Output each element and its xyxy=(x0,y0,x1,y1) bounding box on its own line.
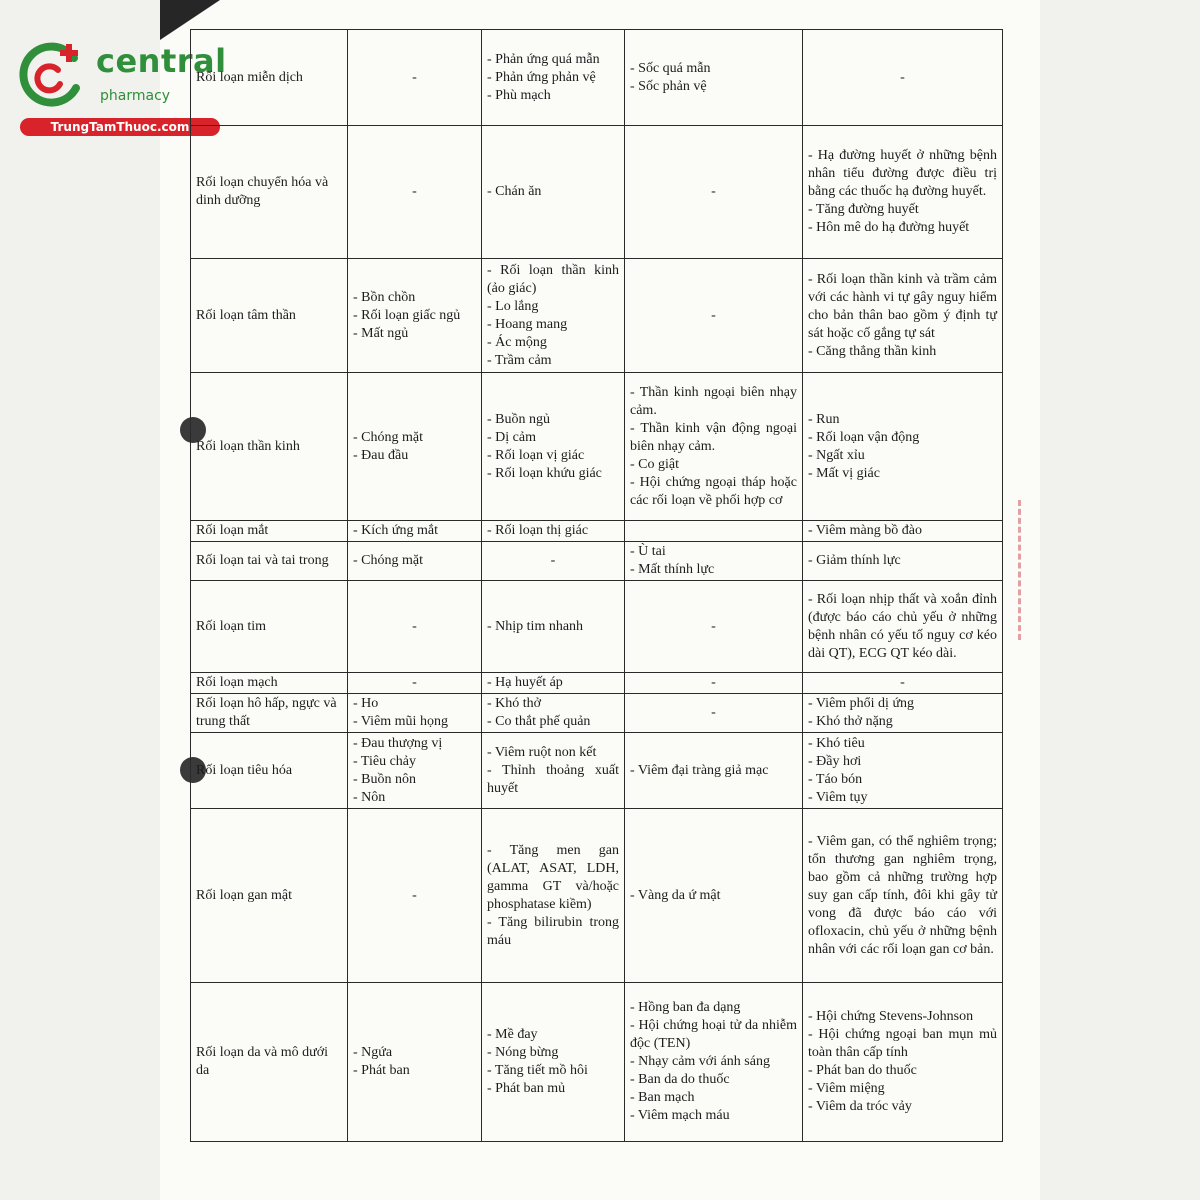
adverse-effects-table xyxy=(190,29,1003,1142)
brand-name: central xyxy=(96,42,227,80)
effect-item: - Nóng bừng xyxy=(487,1045,559,1060)
effect-item: - Nhịp tim nhanh xyxy=(487,618,584,634)
effect-item: - xyxy=(900,69,905,85)
frequency-cell-c2 xyxy=(482,259,625,373)
organ-class-cell: Rối loạn mạch xyxy=(191,673,348,694)
effect-item: - Thần kinh vận động ngoại biên nhạy cảm. xyxy=(630,420,797,454)
effect-item: - xyxy=(412,69,417,85)
frequency-cell-c4 xyxy=(803,673,1003,694)
effect-item: - Co giật xyxy=(630,456,679,472)
organ-class-cell: Rối loạn tâm thần xyxy=(191,259,348,373)
effect-item: - Hội chứng Stevens-Johnson xyxy=(808,1009,974,1024)
table-row xyxy=(191,694,1003,733)
effect-item: - Vàng da ứ mật xyxy=(630,887,721,903)
effect-item: - Mất ngủ xyxy=(353,325,409,341)
organ-class-cell: Rối loạn tim xyxy=(191,581,348,673)
effect-item: - Viêm ruột non kết xyxy=(487,744,597,760)
effect-item: - Ngất xỉu xyxy=(808,447,865,463)
effect-item: - xyxy=(900,675,905,690)
organ-class-cell: Rối loạn hô hấp, ngực và trung thất xyxy=(191,694,348,733)
effect-item: - Hội chứng ngoại ban mụn mủ toàn thân cấp tính xyxy=(808,1027,997,1060)
frequency-cell-c1 xyxy=(348,521,482,542)
frequency-cell-c2 xyxy=(482,809,625,983)
effect-item: - xyxy=(711,675,716,690)
effect-item: - Phù mạch xyxy=(487,87,551,103)
effect-item: - Đau đầu xyxy=(353,447,409,463)
effect-item: - xyxy=(412,618,417,634)
frequency-cell-c1 xyxy=(348,733,482,809)
frequency-cell-c4 xyxy=(803,30,1003,126)
effect-item: - Viêm phổi dị ứng xyxy=(808,696,915,711)
effect-item: - Chán ăn xyxy=(487,184,542,199)
effect-item: - Hội chứng ngoại tháp hoặc các rối loạn về phối hợp cơ xyxy=(630,474,797,508)
effect-item: - Run xyxy=(808,411,840,427)
effect-item: - Chóng mặt xyxy=(353,553,423,568)
frequency-cell-c4 xyxy=(803,983,1003,1142)
frequency-cell-c3 xyxy=(625,673,803,694)
effect-item: - Thỉnh thoảng xuất huyết xyxy=(487,762,619,796)
organ-class-cell: Rối loạn tai và tai trong xyxy=(191,542,348,581)
effect-item: - Tăng men gan (ALAT, ASAT, LDH, gamma GT và/hoặc phosphatase kiềm) xyxy=(487,842,619,912)
central-pharmacy-logo-icon xyxy=(14,40,86,112)
effect-item: - Khó tiêu xyxy=(808,735,865,751)
frequency-cell-c2 xyxy=(482,373,625,521)
frequency-cell-c1 xyxy=(348,673,482,694)
frequency-cell-c3 xyxy=(625,259,803,373)
frequency-cell-c3 xyxy=(625,542,803,581)
frequency-cell-c2 xyxy=(482,983,625,1142)
effect-item: - Ho xyxy=(353,696,379,711)
effect-item: - xyxy=(711,307,716,323)
brand-subtitle: pharmacy xyxy=(100,88,171,104)
stamp-mark xyxy=(1018,500,1045,640)
effect-item: - Hội chứng hoại tử da nhiễm độc (TEN) xyxy=(630,1018,797,1051)
organ-class-cell: Rối loạn thần kinh xyxy=(191,373,348,521)
effect-item: - Mất thính lực xyxy=(630,562,715,577)
frequency-cell-c4 xyxy=(803,542,1003,581)
effect-item: - Táo bón xyxy=(808,771,863,787)
effect-item: - Rối loạn vị giác xyxy=(487,447,585,463)
frequency-cell-c1 xyxy=(348,809,482,983)
effect-item: - Viêm da tróc vảy xyxy=(808,1099,912,1114)
effect-item: - Viêm đại tràng giả mạc xyxy=(630,762,769,778)
effect-item: - Phát ban xyxy=(353,1063,410,1078)
frequency-cell-c3 xyxy=(625,809,803,983)
effect-item: - Tăng tiết mồ hôi xyxy=(487,1063,588,1078)
effect-item: - Đau thượng vị xyxy=(353,735,443,751)
effect-item: - Tiêu chảy xyxy=(353,753,416,769)
effect-item: - Viêm mũi họng xyxy=(353,714,448,729)
frequency-cell-c4 xyxy=(803,809,1003,983)
effect-item: - Nôn xyxy=(353,789,386,805)
effect-item: - Rối loạn khứu giác xyxy=(487,465,602,481)
effect-item: - Viêm tụy xyxy=(808,789,868,805)
effect-item: - Ngứa xyxy=(353,1045,393,1060)
effect-item: - Rối loạn vận động xyxy=(808,429,920,445)
table-row xyxy=(191,733,1003,809)
effect-item: - Nhạy cảm với ánh sáng xyxy=(630,1054,770,1069)
effect-item: - Hồng ban đa dạng xyxy=(630,1000,741,1015)
effect-item: - Dị cảm xyxy=(487,429,536,445)
frequency-cell-c4 xyxy=(803,733,1003,809)
frequency-cell-c1 xyxy=(348,259,482,373)
table-row xyxy=(191,30,1003,126)
effect-item: - xyxy=(711,618,716,634)
effect-item: - xyxy=(412,184,417,199)
table-row xyxy=(191,521,1003,542)
frequency-cell-c3 xyxy=(625,694,803,733)
frequency-cell-c4 xyxy=(803,521,1003,542)
organ-class-cell: Rối loạn tiêu hóa xyxy=(191,733,348,809)
effect-item: - Lo lắng xyxy=(487,298,539,314)
effect-item: - Mất vị giác xyxy=(808,465,880,481)
effect-item: - xyxy=(711,705,716,720)
frequency-cell-c2 xyxy=(482,694,625,733)
frequency-cell-c1 xyxy=(348,542,482,581)
effect-item: - Thần kinh ngoại biên nhạy cảm. xyxy=(630,384,797,418)
effect-item: - Chóng mặt xyxy=(353,429,423,445)
organ-class-cell: Rối loạn mắt xyxy=(191,521,348,542)
frequency-cell-c4 xyxy=(803,373,1003,521)
effect-item: - Ban mạch xyxy=(630,1090,695,1105)
effect-item: - Căng thẳng thần kinh xyxy=(808,343,937,359)
frequency-cell-c3 xyxy=(625,126,803,259)
effect-item: - Kích ứng mắt xyxy=(353,523,438,538)
effect-item: - xyxy=(550,553,556,568)
table-row xyxy=(191,581,1003,673)
frequency-cell-c3 xyxy=(625,983,803,1142)
organ-class-cell: Rối loạn da và mô dưới da xyxy=(191,983,348,1142)
table-row xyxy=(191,542,1003,581)
effect-item: - Viêm gan, có thể nghiêm trọng; tổn thương gan nghiêm trọng, bao gồm cả những trường hợp suy gan cấp tính, đôi khi gây tử vong đã được báo cáo với ofloxacin, chủ yếu ở những bệnh nhân với các rối loạn gan cơ bản. xyxy=(808,833,997,957)
frequency-cell-c4 xyxy=(803,581,1003,673)
effect-item: - Phản ứng phản vệ xyxy=(487,69,596,85)
effect-item: - Khó thở xyxy=(487,696,542,711)
frequency-cell-c4 xyxy=(803,694,1003,733)
frequency-cell-c2 xyxy=(482,542,625,581)
effect-item: - Viêm miệng xyxy=(808,1081,885,1096)
effect-item: - xyxy=(711,184,716,199)
effect-item: - Sốc phản vệ xyxy=(630,78,707,94)
effect-item: - Tăng bilirubin trong máu xyxy=(487,914,619,948)
effect-item: - Phát ban do thuốc xyxy=(808,1063,917,1078)
frequency-cell-c1 xyxy=(348,373,482,521)
effect-item: - xyxy=(412,887,417,903)
frequency-cell-c2 xyxy=(482,733,625,809)
effect-item: - Hôn mê do hạ đường huyết xyxy=(808,220,970,235)
effect-item: - Rối loạn thị giác xyxy=(487,523,589,538)
effect-item: - Hạ đường huyết ở những bệnh nhân tiểu đường được điều trị bằng các thuốc hạ đường huyết. xyxy=(808,148,997,199)
frequency-cell-c3 xyxy=(625,521,803,542)
frequency-cell-c3 xyxy=(625,733,803,809)
effect-item: - Ban da do thuốc xyxy=(630,1072,730,1087)
effect-item: - Viêm mạch máu xyxy=(630,1108,730,1123)
effect-item: - Tăng đường huyết xyxy=(808,202,919,217)
effect-item: - xyxy=(412,675,417,690)
effect-item: - Sốc quá mẫn xyxy=(630,60,711,76)
frequency-cell-c3 xyxy=(625,581,803,673)
effect-item: - Buồn ngủ xyxy=(487,411,550,427)
frequency-cell-c2 xyxy=(482,30,625,126)
effect-item: - Bồn chồn xyxy=(353,289,416,305)
frequency-cell-c1 xyxy=(348,694,482,733)
frequency-cell-c4 xyxy=(803,126,1003,259)
effect-item: - Mề đay xyxy=(487,1027,538,1042)
effect-item: - Hoang mang xyxy=(487,316,568,332)
effect-item: - Co thắt phế quản xyxy=(487,714,591,729)
frequency-cell-c2 xyxy=(482,521,625,542)
effect-item: - Rối loạn thần kinh và trầm cảm với các hành vi tự gây nguy hiểm cho bản thân bao gồm ý định tự sát hoặc cố gắng tự sát xyxy=(808,271,997,341)
effect-item: - Hạ huyết áp xyxy=(487,675,563,690)
frequency-cell-c1 xyxy=(348,30,482,126)
frequency-cell-c2 xyxy=(482,126,625,259)
table-row xyxy=(191,259,1003,373)
effect-item: - Trầm cảm xyxy=(487,352,552,368)
effect-item: - Ác mộng xyxy=(487,334,547,350)
effect-item: - Rối loạn nhịp thất và xoắn đỉnh (được báo cáo chủ yếu ở những bệnh nhân có yếu tố nguy cơ kéo dài QT), ECG QT kéo dài. xyxy=(808,591,997,661)
organ-class-cell: Rối loạn gan mật xyxy=(191,809,348,983)
effect-item: - Ù tai xyxy=(630,544,666,559)
frequency-cell-c1 xyxy=(348,126,482,259)
frequency-cell-c2 xyxy=(482,673,625,694)
frequency-cell-c2 xyxy=(482,581,625,673)
table-row xyxy=(191,809,1003,983)
table-row xyxy=(191,673,1003,694)
frequency-cell-c3 xyxy=(625,373,803,521)
frequency-cell-c1 xyxy=(348,983,482,1142)
effect-item: - Phản ứng quá mẫn xyxy=(487,51,600,67)
organ-class-cell: Rối loạn chuyển hóa và dinh dưỡng xyxy=(191,126,348,259)
brand-url-badge: TrungTamThuoc.com xyxy=(20,118,220,136)
effect-item: - Đầy hơi xyxy=(808,753,862,769)
frequency-cell-c1 xyxy=(348,581,482,673)
frequency-cell-c4 xyxy=(803,259,1003,373)
effect-item: - Buồn nôn xyxy=(353,771,416,787)
frequency-cell-c3 xyxy=(625,30,803,126)
organ-class-cell: Rối loạn miễn dịch xyxy=(191,30,348,126)
brand-logo xyxy=(10,36,227,136)
effect-item: - Viêm màng bồ đào xyxy=(808,523,922,538)
table-row xyxy=(191,373,1003,521)
effect-item: - Phát ban mủ xyxy=(487,1081,566,1096)
table-row xyxy=(191,126,1003,259)
table-row xyxy=(191,983,1003,1142)
effect-item: - Khó thở nặng xyxy=(808,714,893,729)
effect-item: - Rối loạn thần kinh (ảo giác) xyxy=(487,262,619,296)
effect-item: - Giảm thính lực xyxy=(808,553,901,568)
effect-item: - Rối loạn giấc ngủ xyxy=(353,307,461,323)
